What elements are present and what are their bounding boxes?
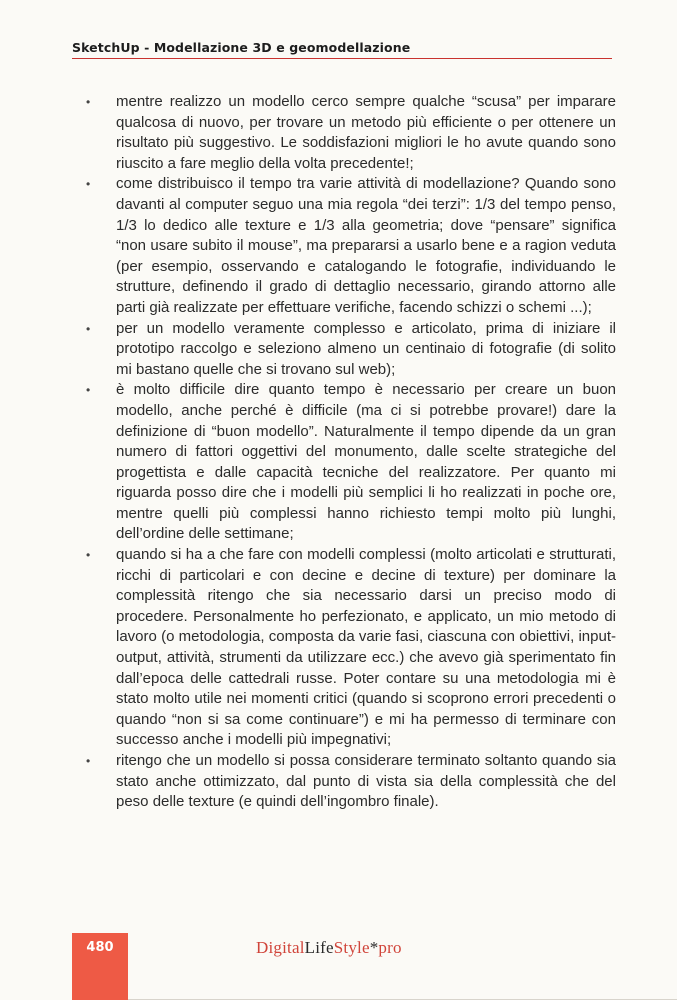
list-item-text: per un modello veramente complesso e articolato, prima di iniziare il prototipo raccolgo e seleziono almeno un centinaio di fotografie (di solito mi bastano quelle che si trovano sul web); [116, 319, 616, 378]
list-item-text: è molto difficile dire quanto tempo è necessario per creare un buon modello, anche perché è difficile (ma ci si potrebbe provare!) dare la definizione di “buon modello”. Naturalmente il tempo dipende da un gran numero di fattori oggettivi del monumento, dalle scelte strategiche del progettista e dalle capacità tecniche del realizzatore. Per quanto mi riguarda posso dire che i modelli più semplici li ho realizzati in poche ore, mentre quelli più complessi hanno richiesto tempi molto più lunghi, dell’ordine delle settimane; [116, 381, 616, 543]
list-item [86, 380, 616, 545]
bullet-icon: • [86, 754, 91, 768]
list-item [86, 751, 616, 813]
bullet-icon: • [86, 383, 91, 398]
brand-part-life: Life [304, 938, 334, 957]
header-rule [72, 58, 612, 59]
brand-part-pro: pro [378, 938, 402, 957]
bullet-icon: • [86, 177, 91, 192]
list-item [86, 319, 616, 381]
running-header: SketchUp - Modellazione 3D e geomodellazione [72, 40, 411, 55]
brand-part-digital: Digital [256, 938, 305, 957]
brand-star-icon: * [369, 938, 379, 957]
list-item [86, 545, 616, 751]
list-item [86, 92, 616, 174]
bullet-icon: • [86, 321, 91, 336]
brand-logo [256, 938, 402, 958]
list-item-text: mentre realizzo un modello cerco sempre qualche “scusa” per imparare qualcosa di nuovo, per trovare un metodo più efficiente o per ottenere un risultato più suggestivo. Le soddisfazioni migliori le ho avute quando sono riuscito a fare meglio della volta precedente!; [116, 93, 616, 172]
bullet-icon: • [86, 95, 91, 109]
list-item-text: come distribuisco il tempo tra varie attività di modellazione? Quando sono davanti al computer seguo una mia regola “dei terzi”: 1/3 del tempo penso, 1/3 lo dedico alle texture e 1/3 alla geometria; dove “pensare” significa “non usare subito il mouse”, ma prepararsi a usarlo bene e a ragion veduta (per esempio, osservando e catalogando le fotografie, individuando le strutture, definendo il grado di dettaglio necessario, girando attorno alle parti già realizzate per effettuare verifiche, facendo schizzi o schemi ...); [116, 175, 616, 316]
list-item-text: ritengo che un modello si possa considerare terminato soltanto quando sia stato anche ottimizzato, dal punto di vista sia della complessità che del peso delle texture (e quindi dell’ingombro finale). [116, 752, 616, 811]
brand-part-style: Style [333, 938, 370, 957]
bullet-icon: • [86, 548, 91, 563]
page-number: 480 [86, 940, 114, 955]
bullet-list [86, 92, 616, 813]
list-item [86, 174, 616, 318]
page-number-tab [72, 933, 128, 1000]
page-body [86, 92, 616, 813]
list-item-text: quando si ha a che fare con modelli complessi (molto articolati e strutturati, ricchi di particolari e con decine e decine di texture) per dominare la complessità ritengo che sia necessario darsi un preciso modo di procedere. Personalmente ho perfezionato, e applicato, un mio metodo di lavoro (o metodologia, composta da varie fasi, ciascuna con obiettivi, input-output, attività, strumenti da utilizzare ecc.) che avevo già sperimentato fin dall’epoca delle cattedrali russe. Poter contare su una metodologia mi è stato molto utile nei momenti critici (quando si scoprono errori precedenti o quando “non si sa come continuare”) e mi ha permesso di terminare con successo anche i modelli più impegnativi; [116, 546, 616, 749]
